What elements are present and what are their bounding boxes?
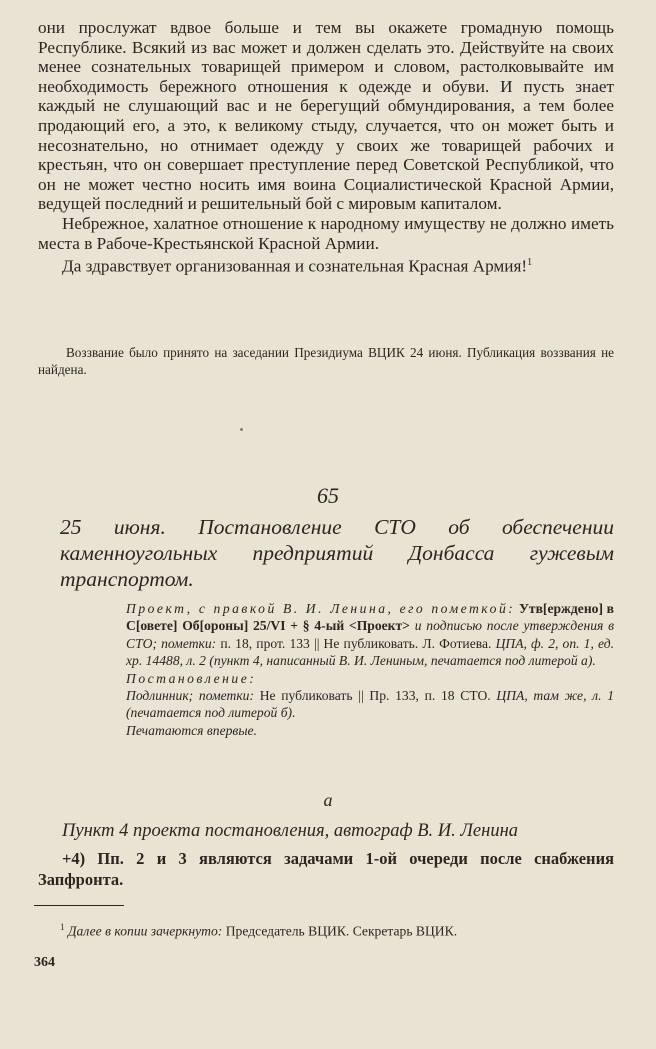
- footnote: [38, 918, 614, 941]
- document-number: 65: [317, 483, 339, 508]
- section-title: Пункт 4 проекта постановления, автограф В. И. Ленина: [62, 821, 518, 841]
- archive-project-line: [126, 600, 614, 670]
- document-title: 25 июня. Постановление СТО об обеспечении каменноугольных предприятий Донбасса гужевым транспортом.: [60, 515, 614, 591]
- archive-description: [126, 600, 614, 739]
- archive-first-print: Печатаются впервые.: [126, 722, 257, 738]
- page-number: 364: [34, 955, 55, 970]
- paragraph-appeal-continued: они прослужат вдвое больше и тем вы окажете громадную помощь Республике. Всякий из вас может и должен сделать это. Действуйте на своих менее сознательных товарищей примером и словом, растолковывайте им необходимость бережного отношения к одежде и обуви. И пусть знает каждый не слушающий вас и не берегущий обмундирования, а тем более продающий его, а это, к великому стыду, случается, что он может быть и несознательно, но отнимает одежду у своих же товарищей рабочих и крестьян, что он совершает преступление перед Советской Республикой, что он не может честно носить имя воина Социалистической Красной Армии, ведущей последний и решительный бой с мировым капиталом.: [38, 18, 614, 214]
- body-text: [38, 18, 614, 276]
- print-speck: [240, 428, 243, 431]
- paragraph-negligence: Небрежное, халатное отношение к народному имуществу не должно иметь места в Рабоче-Крестьянской Красной Армии.: [38, 213, 614, 253]
- footnote-text: Председатель ВЦИК. Секретарь ВЦИК.: [225, 923, 458, 939]
- editorial-note: Воззвание было принято на заседании Президиума ВЦИК 24 июня. Публикация воззвания не найдена.: [38, 345, 614, 377]
- archive-original-reference: ЦПА, там же, л. 1 (печатается под литерой б).: [126, 688, 614, 721]
- paragraph-long-live: [38, 253, 614, 276]
- footnote-divider: [34, 905, 124, 906]
- footnote-mark: 1: [527, 257, 533, 269]
- section-letter: а: [323, 790, 333, 810]
- footnote-lead: Далее в копии зачеркнуто:: [67, 923, 223, 939]
- archive-original-line: [126, 687, 614, 722]
- archive-decree-label: Постановление:: [126, 670, 257, 686]
- footnote-number: 1: [60, 922, 65, 932]
- archive-original-notes: Не публиковать || Пр. 133, п. 18 СТО.: [259, 688, 491, 704]
- long-live-text: Да здравствует организованная и сознательная Красная Армия!: [62, 256, 528, 276]
- archive-project-label: Проект, с правкой В. И. Ленина, его пометкой:: [126, 601, 516, 616]
- archive-approval-mark: Утв[ерждено] в С[овете] Об[ороны] 25/VI + § 4-ый <Проект>: [126, 601, 614, 634]
- archive-signature-label: и подписью после утверждения в СТО; пометки:: [126, 618, 615, 651]
- archive-original-label: Подлинник; пометки:: [126, 688, 255, 704]
- archive-notes: п. 18, прот. 133 || Не публиковать. Л. Фотиева.: [220, 635, 492, 651]
- archive-reference: ЦПА, ф. 2, оп. 1, ед. хр. 14488, л. 2 (пункт 4, написанный В. И. Лениным, печатается под литерой а).: [126, 635, 614, 669]
- autograph-text: +4) Пп. 2 и 3 являются задачами 1-ой очереди после снабжения Запфронта.: [38, 849, 614, 889]
